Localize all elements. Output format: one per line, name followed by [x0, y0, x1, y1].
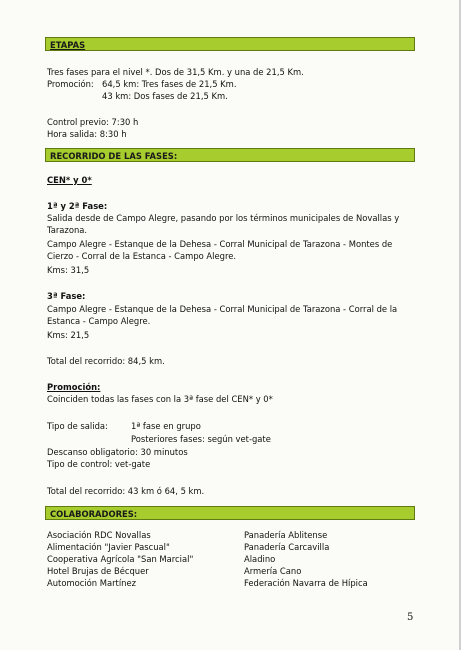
- colaborador-right-3: Aladino: [244, 554, 276, 564]
- fase12-title: 1ª y 2ª Fase:: [47, 201, 108, 211]
- tipo-salida-label: Tipo de salida:: [47, 421, 108, 431]
- control-previo: Control previo: 7:30 h: [47, 117, 139, 127]
- colaborador-left-3: Cooperativa Agrícola "San Marcial": [47, 554, 194, 564]
- fase12-kms: Kms: 31,5: [47, 265, 90, 275]
- recorrido-header-label: RECORRIDO DE LAS FASES:: [50, 151, 178, 161]
- colaboradores-header: [45, 506, 415, 520]
- total-recorrido-2: Total del recorrido: 43 km ó 64, 5 km.: [47, 486, 205, 496]
- fase3-text: Campo Alegre - Estanque de la Dehesa - Corral Municipal de Tarazona - Corral de la Estanca - Campo Alegre.: [47, 304, 398, 326]
- colaborador-right-5: Federación Navarra de Hípica: [244, 578, 368, 588]
- etapas-header-label: ETAPAS: [50, 40, 86, 50]
- promocion-title: Promoción:: [47, 382, 101, 392]
- colaborador-left-5: Automoción Martínez: [47, 578, 137, 588]
- colaborador-right-1: Panadería Ablitense: [244, 530, 328, 540]
- tipo-control: Tipo de control: vet-gate: [47, 459, 151, 469]
- total-recorrido-1: Total del recorrido: 84,5 km.: [47, 356, 165, 366]
- etapas-promo-label: Promoción:: [47, 79, 94, 89]
- recorrido-header: [45, 148, 415, 162]
- cen-title: CEN* y 0*: [47, 175, 92, 185]
- fase3-kms: Kms: 21,5: [47, 330, 90, 340]
- colaborador-right-2: Panadería Carcavilla: [244, 542, 330, 552]
- page-number: 5: [407, 612, 414, 623]
- tipo-salida-2: Posteriores fases: según vet-gate: [131, 434, 271, 444]
- etapas-line1: Tres fases para el nivel *. Dos de 31,5 Km. y una de 21,5 Km.: [47, 67, 304, 77]
- descanso: Descanso obligatorio: 30 minutos: [47, 447, 188, 457]
- hora-salida: Hora salida: 8:30 h: [47, 129, 127, 139]
- colaboradores-header-label: COLABORADORES:: [50, 509, 138, 519]
- fase12-text2: Campo Alegre - Estanque de la Dehesa - Corral Municipal de Tarazona - Montes de Cierzo - Corral de la Estanca - Campo Alegre.: [47, 239, 393, 261]
- colaborador-left-1: Asociación RDC Novallas: [47, 530, 151, 540]
- etapas-promo-2: 43 km: Dos fases de 21,5 Km.: [102, 91, 228, 101]
- etapas-promo-1: 64,5 km: Tres fases de 21,5 Km.: [102, 79, 237, 89]
- colaborador-left-4: Hotel Brujas de Bécquer: [47, 566, 149, 576]
- colaborador-right-4: Armería Cano: [244, 566, 302, 576]
- fase3-title: 3ª Fase:: [47, 291, 86, 301]
- promocion-text: Coinciden todas las fases con la 3ª fase del CEN* y 0*: [47, 394, 273, 404]
- etapas-header: [45, 37, 415, 51]
- tipo-salida-1: 1ª fase en grupo: [131, 421, 201, 431]
- colaborador-left-2: Alimentación "Javier Pascual": [47, 542, 170, 552]
- fase12-text1: Salida desde de Campo Alegre, pasando por los términos municipales de Novallas y Tarazona.: [47, 213, 400, 235]
